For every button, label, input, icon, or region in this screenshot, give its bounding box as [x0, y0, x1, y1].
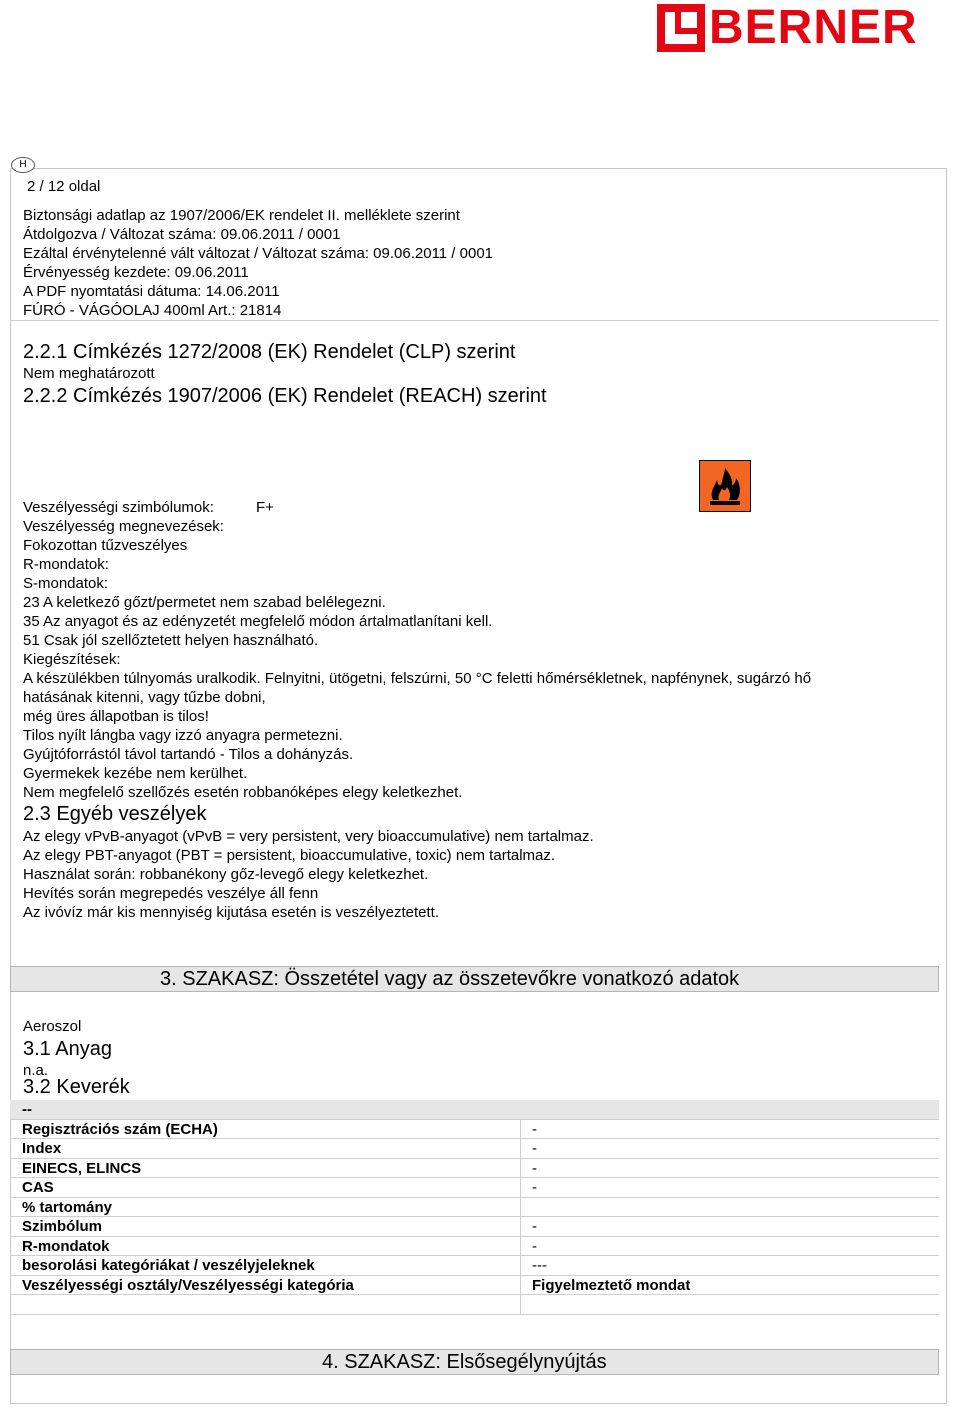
header-line: A PDF nyomtatási dátuma: 14.06.2011 [23, 283, 280, 300]
section-4-title: 4. SZAKASZ: Elsősegélynyújtás [322, 1351, 607, 1373]
table-header-cell: -- [22, 1101, 32, 1118]
flame-icon [699, 460, 751, 512]
section-2-2-1-text: Nem meghatározott [23, 365, 155, 382]
product-line: FÚRÓ - VÁGÓOLAJ 400ml Art.: 21814 [23, 302, 282, 319]
section-3-title: 3. SZAKASZ: Összetétel vagy az összetevőkre vonatkozó adatok [160, 968, 740, 990]
supplement-line: A készülékben túlnyomás uralkodik. Felnyitni, ütögetni, felszúrni, 50 °C feletti hőmérsékletnek, napfénynek, sugárzó hő [23, 670, 812, 687]
other-hazard-line: Használat során: robbanékony gőz-levegő elegy keletkezhet. [23, 866, 429, 883]
symbols-value: F+ [256, 499, 274, 516]
table-row-label: % tartomány [22, 1198, 113, 1216]
table-row [10, 1256, 939, 1276]
table-row-label: Veszélyességi osztály/Veszélyességi kategória [22, 1276, 354, 1294]
header-line: Ezáltal érvénytelenné vált változat / Változat száma: 09.06.2011 / 0001 [23, 245, 494, 262]
table-row [10, 1120, 939, 1140]
berner-logo-mark-icon [657, 4, 705, 52]
header-line: Biztonsági adatlap az 1907/2006/EK rendelet II. melléklete szerint [23, 207, 460, 224]
table-row [10, 1276, 939, 1296]
table-row-label: Index [22, 1140, 62, 1157]
table-row-label: Regisztrációs szám (ECHA) [22, 1120, 218, 1138]
supplement-line: Tilos nyílt lángba vagy izzó anyagra permetezni. [23, 727, 343, 744]
supplement-line: hatásának kitenni, vagy tűzbe dobni, [23, 689, 266, 706]
header-line: Érvényesség kezdete: 09.06.2011 [23, 264, 249, 281]
table-row-value: - [532, 1237, 537, 1255]
composition-table [10, 1100, 939, 1315]
berner-logo-text: BERNER [709, 1, 918, 54]
table-row [10, 1139, 939, 1159]
table-row-label: CAS [22, 1179, 54, 1196]
table-row-value: Figyelmeztető mondat [532, 1276, 691, 1294]
table-row-label: besorolási kategóriákat / veszélyjeleknek [22, 1257, 315, 1274]
supplements-label: Kiegészítések: [23, 651, 121, 668]
table-row [10, 1217, 939, 1237]
other-hazard-line: Az elegy vPvB-anyagot (vPvB = very persistent, very bioaccumulative) nem tartalmaz. [23, 828, 594, 845]
other-hazard-line: Az ivóvíz már kis mennyiség kijutása esetén is veszélyeztetett. [23, 904, 440, 921]
table-empty-row [10, 1295, 939, 1315]
section-3-1-title: 3.1 Anyag [23, 1038, 112, 1060]
header-divider [10, 320, 939, 321]
product-form: Aeroszol [23, 1018, 82, 1035]
section-3-1-text: n.a. [23, 1062, 49, 1079]
s-phrase: 35 Az anyagot és az edényzetét megfelelő módon ártalmatlanítani kell. [23, 613, 493, 630]
s-phrases-label: S-mondatok: [23, 575, 109, 592]
supplement-line: még üres állapotban is tilos! [23, 708, 209, 725]
r-phrases-label: R-mondatok: [23, 556, 109, 573]
language-marker: H [11, 157, 35, 173]
table-row-value: --- [532, 1257, 547, 1274]
table-row-value: - [532, 1179, 537, 1196]
section-2-2-1-title: 2.2.1 Címkézés 1272/2008 (EK) Rendelet (CLP) szerint [23, 341, 516, 363]
table-row-value: - [532, 1218, 537, 1235]
table-row [10, 1159, 939, 1179]
other-hazard-line: Az elegy PBT-anyagot (PBT = persistent, bioaccumulative, toxic) nem tartalmaz. [23, 847, 556, 864]
page-number: 2 / 12 oldal [27, 178, 101, 195]
table-row-value: - [532, 1159, 537, 1177]
supplement-line: Gyújtóforrástól távol tartandó - Tilos a dohányzás. [23, 746, 354, 763]
symbols-label: Veszélyességi szimbólumok: [23, 499, 214, 516]
hazard-name-label: Veszélyesség megnevezések: [23, 518, 224, 535]
section-2-2-2-title: 2.2.2 Címkézés 1907/2006 (EK) Rendelet (REACH) szerint [23, 385, 547, 407]
s-phrase: 23 A keletkező gőzt/permetet nem szabad belélegezni. [23, 594, 386, 611]
other-hazard-line: Hevítés során megrepedés veszélye áll fenn [23, 885, 319, 902]
supplement-line: Nem megfelelő szellőzés esetén robbanóképes elegy keletkezhet. [23, 784, 463, 801]
table-row-label: Szimbólum [22, 1218, 103, 1235]
table-header-row [10, 1100, 939, 1120]
table-row-label: R-mondatok [22, 1237, 110, 1255]
table-row [10, 1198, 939, 1218]
header-line: Átdolgozva / Változat száma: 09.06.2011 / 0001 [23, 226, 341, 243]
hazard-name-value: Fokozottan tűzveszélyes [23, 537, 188, 554]
s-phrase: 51 Csak jól szellőztetett helyen használható. [23, 632, 319, 649]
supplement-line: Gyermekek kezébe nem kerülhet. [23, 765, 248, 782]
section-2-3-title: 2.3 Egyéb veszélyek [23, 803, 207, 825]
table-row-value: - [532, 1120, 537, 1138]
section-3-2-title: 3.2 Keverék [23, 1076, 130, 1098]
table-row [10, 1237, 939, 1257]
table-row [10, 1178, 939, 1198]
table-row-label: EINECS, ELINCS [22, 1159, 142, 1177]
table-row-value: - [532, 1140, 537, 1157]
